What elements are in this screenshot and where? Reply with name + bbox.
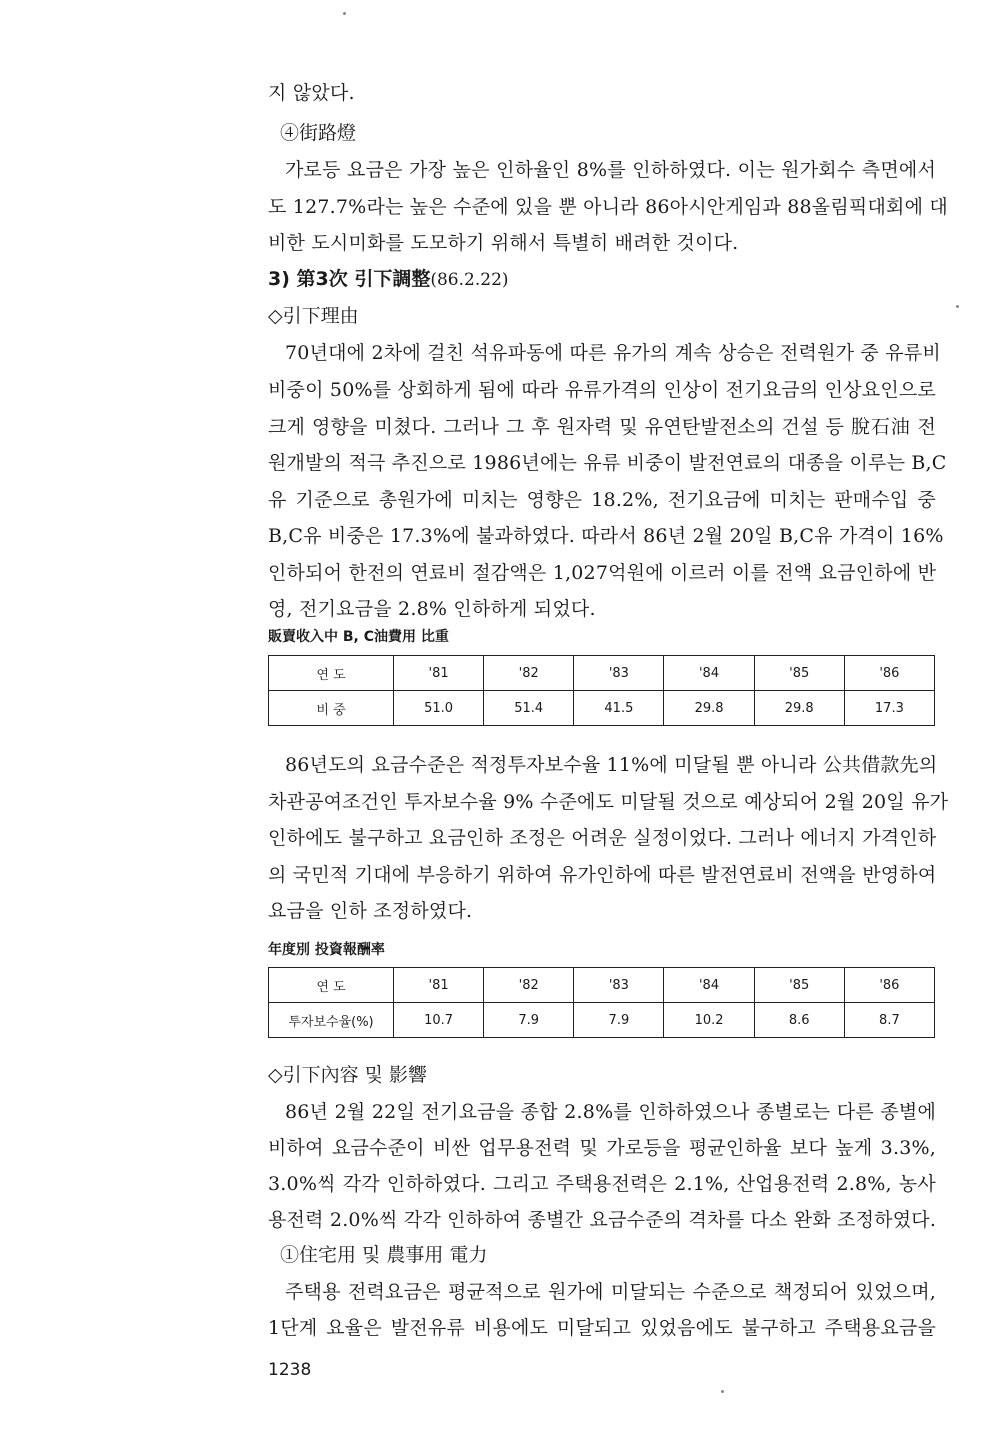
table-row — [269, 1003, 935, 1038]
text-line: 차관공여조건인 투자보수율 9% 수준에도 미달될 것으로 예상되어 2월 20일 유가 — [268, 791, 949, 813]
text-line: 3.0%씩 각각 인하하였다. 그리고 주택용전력은 2.1%, 산업용전력 2.8%, 농사 — [268, 1173, 936, 1195]
value-cell: 51.4 — [484, 691, 574, 726]
value-cell: 17.3 — [844, 691, 934, 726]
scan-speck — [721, 1390, 724, 1393]
value-cell: 29.8 — [664, 691, 754, 726]
subheading-content-effect: ◇引下內容 및 影響 — [268, 1064, 428, 1086]
text-line: 영, 전기요금을 2.8% 인하하게 되었다. — [268, 598, 596, 620]
year-cell: '85 — [754, 968, 844, 1003]
text-line: 원개발의 적극 추진으로 1986년에는 유류 비중이 발전연료의 대종을 이루는 B,C — [268, 452, 947, 474]
value-cell: 8.6 — [754, 1003, 844, 1038]
text-line: 70년대에 2차에 걸친 석유파동에 따른 유가의 계속 상승은 전력원가 중 유류비 — [285, 342, 941, 364]
value-cell: 41.5 — [574, 691, 664, 726]
year-cell: '84 — [664, 968, 754, 1003]
heading-date: (86.2.22) — [430, 270, 509, 290]
text-line: 비중이 50%를 상회하게 됨에 따라 유류가격의 인상이 전기요금의 인상요인으로 — [268, 379, 936, 401]
year-cell: '82 — [484, 968, 574, 1003]
oil-cost-share-table — [268, 655, 935, 726]
text-line: 비한 도시미화를 도모하기 위해서 특별히 배려한 것이다. — [268, 232, 739, 254]
text-line: 유 기준으로 총원가에 미치는 영향은 18.2%, 전기요금에 미치는 판매수입 중 — [268, 489, 936, 511]
subheading-reason: ◇引下理由 — [268, 305, 359, 327]
scan-speck — [343, 12, 346, 15]
investment-return-table — [268, 967, 935, 1038]
value-cell: 10.7 — [394, 1003, 484, 1038]
text-line: 지 않았다. — [268, 82, 355, 104]
text-line: B,C유 비중은 17.3%에 불과하였다. 따라서 86년 2월 20일 B,C유 가격이 16% — [268, 525, 944, 547]
section-heading-streetlight: ④街路燈 — [280, 122, 357, 144]
table-row — [269, 691, 935, 726]
value-cell: 51.0 — [394, 691, 484, 726]
value-cell: 10.2 — [664, 1003, 754, 1038]
text-line: 가로등 요금은 가장 높은 인하율인 8%를 인하하였다. 이는 원가회수 측면에서 — [285, 159, 936, 181]
year-cell: '83 — [574, 656, 664, 691]
text-line: 도 127.7%라는 높은 수준에 있을 뿐 아니라 86아시안게임과 88올림픽대회에 대 — [268, 196, 948, 218]
year-cell: '82 — [484, 656, 574, 691]
heading-title: 3) 第3次 引下調整 — [268, 268, 431, 290]
text-line: 인하되어 한전의 연료비 절감액은 1,027억원에 이르러 이를 전액 요금인하에 반 — [268, 562, 937, 584]
table-caption-roi: 年度別 投資報酬率 — [268, 942, 385, 958]
value-cell: 29.8 — [754, 691, 844, 726]
text-line: 인하에도 불구하고 요금인하 조정은 어려운 실정이었다. 그러나 에너지 가격인하 — [268, 827, 937, 849]
text-line: 용전력 2.0%씩 각각 인하하여 종별간 요금수준의 격차를 다소 완화 조정하였다. — [268, 1209, 937, 1231]
value-cell: 7.9 — [484, 1003, 574, 1038]
table-row — [269, 656, 935, 691]
year-cell: '81 — [394, 968, 484, 1003]
year-cell: '86 — [844, 968, 934, 1003]
year-cell: '85 — [754, 656, 844, 691]
year-cell: '86 — [844, 656, 934, 691]
text-line: 크게 영향을 미쳤다. 그러나 그 후 원자력 및 유연탄발전소의 건설 등 脫石油 전 — [268, 416, 936, 438]
text-line: 의 국민적 기대에 부응하기 위하여 유가인하에 따른 발전연료비 전액을 반영하여 — [268, 864, 937, 886]
value-cell: 7.9 — [574, 1003, 664, 1038]
text-line: 요금을 인하 조정하였다. — [268, 900, 473, 922]
value-cell: 8.7 — [844, 1003, 934, 1038]
text-line: 86년 2월 22일 전기요금을 종합 2.8%를 인하하였으나 종별로는 다른 종별에 — [285, 1101, 936, 1123]
year-cell: '84 — [664, 656, 754, 691]
text-line: 주택용 전력요금은 평균적으로 원가에 미달되는 수준으로 책정되어 있었으며, — [285, 1281, 936, 1303]
text-line: 비하여 요금수준이 비싼 업무용전력 및 가로등을 평균인하율 보다 높게 3.3%, — [268, 1137, 936, 1159]
text-line: 1단계 요율은 발전유류 비용에도 미달되고 있었음에도 불구하고 주택용요금을 — [268, 1317, 936, 1339]
row-header-year: 연 도 — [269, 968, 394, 1003]
table-caption-oil-share: 販賣收入中 B, C油費用 比重 — [268, 629, 449, 645]
row-header-roi: 투자보수율(%) — [269, 1003, 394, 1038]
subheading-residential-agricultural: ①住宅用 및 農事用 電力 — [280, 1244, 488, 1266]
page-number: 1238 — [268, 1360, 312, 1380]
table-row — [269, 968, 935, 1003]
row-header-share: 비 중 — [269, 691, 394, 726]
scan-speck — [956, 305, 959, 308]
section-heading-third-adjustment — [268, 264, 509, 295]
year-cell: '83 — [574, 968, 664, 1003]
year-cell: '81 — [394, 656, 484, 691]
row-header-year: 연 도 — [269, 656, 394, 691]
text-line: 86년도의 요금수준은 적정투자보수율 11%에 미달될 뿐 아니라 公共借款先의 — [285, 754, 938, 776]
